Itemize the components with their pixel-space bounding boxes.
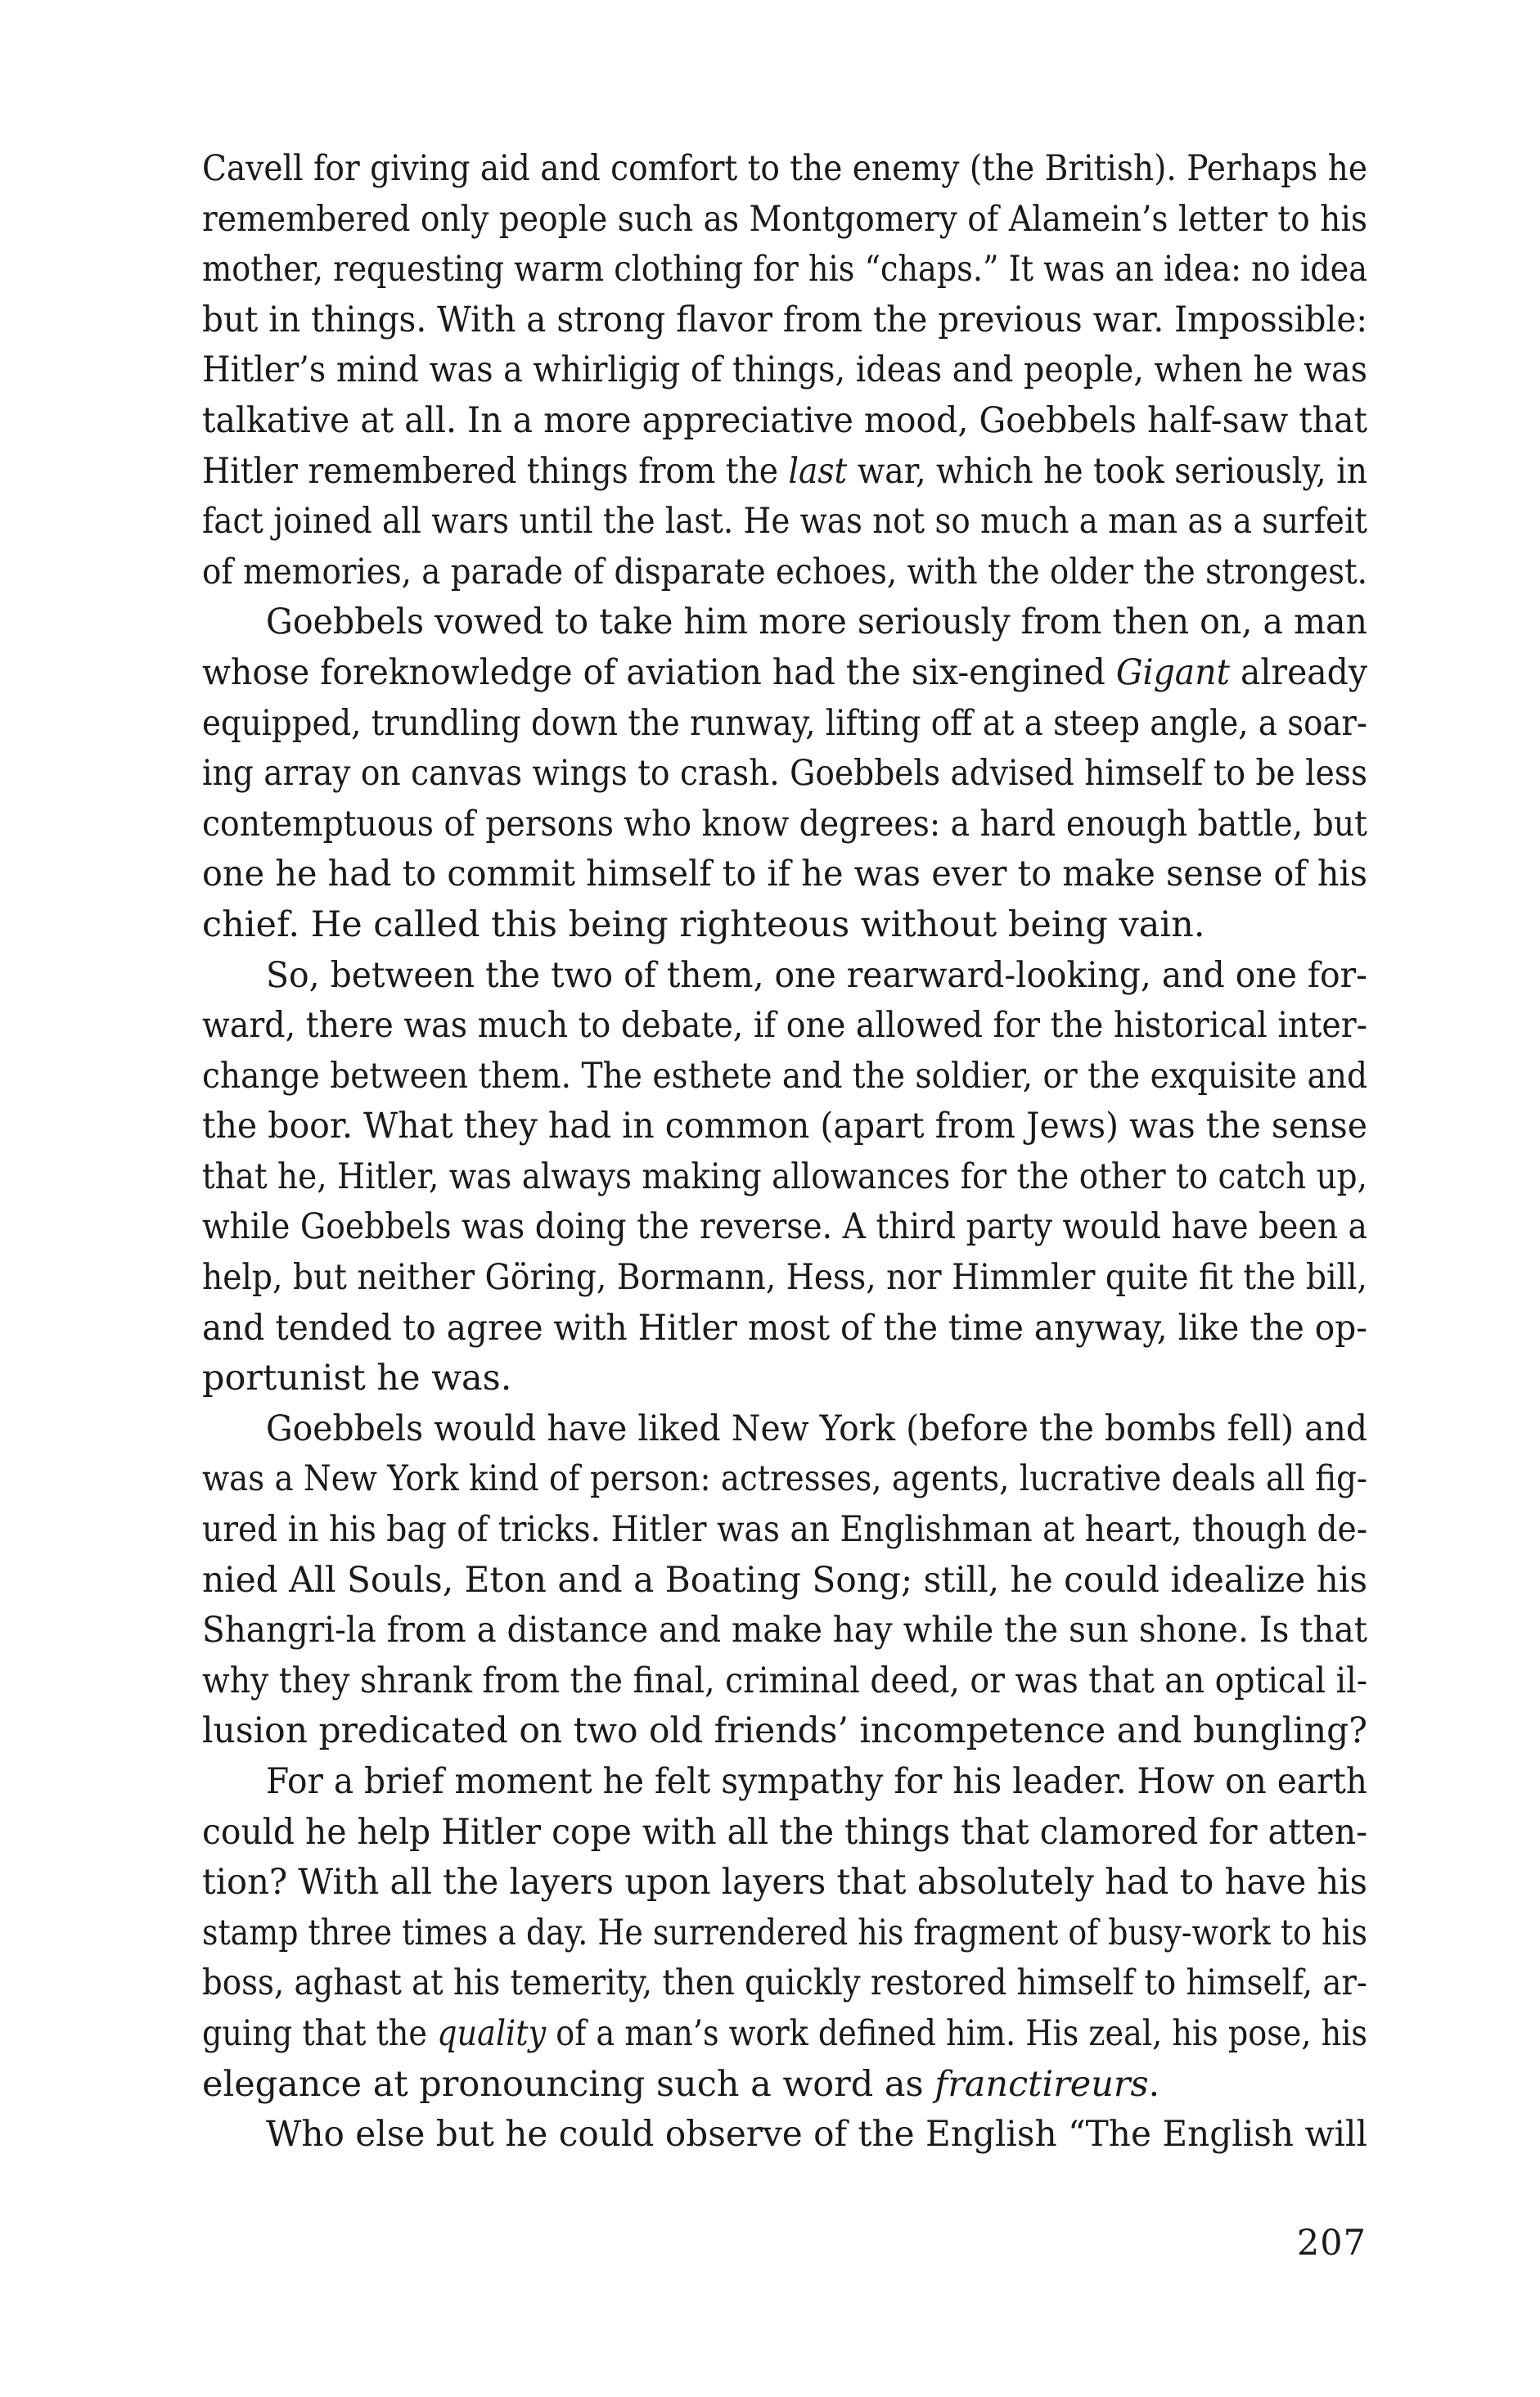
text-line: Shangri-la from a distance and make hay while the sun shone. Is that: [202, 1610, 1367, 1651]
text-line: remembered only people such as Montgomery of Alamein’s letter to his: [202, 198, 1367, 240]
text-line: change between them. The esthete and the soldier, or the exquisite and: [202, 1055, 1367, 1097]
italic-word: last: [788, 450, 848, 492]
text-line: help, but neither Göring, Bormann, Hess, nor Himmler quite fit the bill,: [202, 1257, 1367, 1299]
body-text: [202, 144, 1367, 2160]
text-line: stamp three times a day. He surrendered his fragment of busy-work to his: [202, 1912, 1367, 1953]
text-line: nied All Souls, Eton and a Boating Song; still, he could idealize his: [202, 1559, 1367, 1601]
paragraph-3: [202, 951, 1367, 1404]
text-line: Cavell for giving aid and comfort to the enemy (the British). Perhaps he: [202, 148, 1367, 189]
text-line: mother, requesting warm clothing for his “chaps.” It was an idea: no idea: [202, 249, 1367, 291]
page-number: 207: [1296, 2223, 1367, 2264]
text-line: Goebbels would have liked New York (before the bombs fell) and: [266, 1408, 1367, 1449]
text-line: equipped, trundling down the runway, lifting off at a steep angle, a soar-: [202, 702, 1367, 744]
text-line: lusion predicated on two old friends’ incompetence and bungling?: [202, 1710, 1367, 1752]
text-line: the boor. What they had in common (apart from Jews) was the sense: [202, 1106, 1367, 1147]
text-line: Hitler’s mind was a whirligig of things, ideas and people, when he was: [202, 349, 1367, 391]
text-line: ured in his bag of tricks. Hitler was an Englishman at heart, though de-: [202, 1509, 1367, 1551]
text-line: Goebbels vowed to take him more seriously from then on, a man: [266, 602, 1367, 643]
text-line: Who else but he could observe of the English “The English will: [266, 2114, 1367, 2156]
text-line: For a brief moment he felt sympathy for his leader. How on earth: [266, 1761, 1367, 1802]
paragraph-1: [202, 144, 1367, 597]
text-line: Hitler remembered things from the last war, which he took seriously, in: [202, 450, 1367, 492]
italic-word: quality: [437, 2012, 547, 2054]
text-line: could he help Hitler cope with all the things that clamored for atten-: [202, 1811, 1367, 1853]
text-line: was a New York kind of person: actresses, agents, lucrative deals all fig-: [202, 1458, 1367, 1500]
italic-word: franctireurs: [934, 2063, 1149, 2105]
text-line: talkative at all. In a more appreciative mood, Goebbels half-saw that: [202, 399, 1367, 441]
text-line: ing array on canvas wings to crash. Goebbels advised himself to be less: [202, 753, 1367, 795]
text-line: chief. He called this being righteous without being vain.: [202, 903, 1205, 945]
text-line: and tended to agree with Hitler most of the time anyway, like the op-: [202, 1307, 1367, 1349]
text-line: one he had to commit himself to if he was ever to make sense of his: [202, 854, 1367, 895]
italic-word: Gigant: [1115, 651, 1231, 693]
text-line: boss, aghast at his temerity, then quickly restored himself to himself, ar-: [202, 1962, 1367, 2004]
text-line: tion? With all the layers upon layers that absolutely had to have his: [202, 1862, 1367, 1904]
paragraph-4: [202, 1404, 1367, 1757]
paragraph-5: [202, 1757, 1367, 2110]
text-line: guing that the quality of a man’s work defined him. His zeal, his pose, his: [202, 2012, 1367, 2054]
text-line: ward, there was much to debate, if one allowed for the historical inter-: [202, 1005, 1367, 1047]
paragraph-2: [202, 597, 1367, 950]
text-line: fact joined all wars until the last. He was not so much a man as a surfeit: [202, 501, 1367, 543]
text-line: elegance at pronouncing such a word as franctireurs.: [202, 2063, 1160, 2105]
text-line: contemptuous of persons who know degrees: a hard enough battle, but: [202, 803, 1367, 845]
text-line: So, between the two of them, one rearward-looking, and one for-: [266, 954, 1367, 996]
text-line: while Goebbels was doing the reverse. A third party would have been a: [202, 1206, 1367, 1248]
text-line: why they shrank from the final, criminal deed, or was that an optical il-: [202, 1660, 1367, 1701]
text-line: that he, Hitler, was always making allowances for the other to catch up,: [202, 1156, 1367, 1197]
text-line: of memories, a parade of disparate echoes, with the older the strongest.: [202, 551, 1367, 592]
paragraph-6: [202, 2110, 1367, 2160]
text-line: whose foreknowledge of aviation had the six-engined Gigant already: [202, 651, 1367, 693]
text-line: but in things. With a strong flavor from the previous war. Impossible:: [202, 299, 1367, 340]
text-line: portunist he was.: [202, 1358, 512, 1399]
